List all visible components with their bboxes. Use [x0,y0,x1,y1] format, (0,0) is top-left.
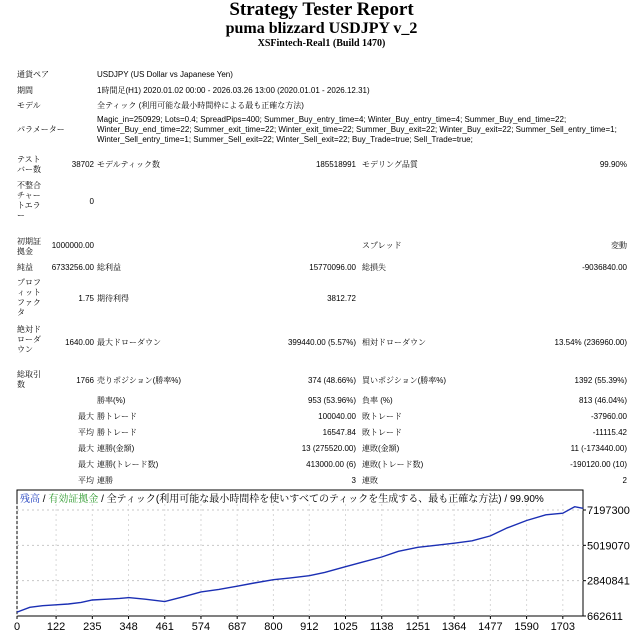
x-tick-label: 1364 [441,621,467,630]
average-label: 平均 [78,428,94,437]
x-tick-label: 1477 [478,621,503,630]
y-tick-label: 2840841 [587,575,630,588]
chart-background [17,490,583,616]
x-axis-ticks [14,616,575,630]
params-line-1: Magic_in=250929; Lots=0.4; SpreadPips=400; Summer_Buy_entry_time=4; Winter_Buy_entry_time=4; Summer_Buy_end_time=22; [97,115,567,124]
cons-wins-label: 連勝(金額) [97,444,135,453]
x-tick-label: 912 [300,621,319,630]
largest-label: 最大 [78,412,94,421]
net-value: 6733256.00 [51,263,94,272]
legend-balance: 残高 [20,494,40,505]
gross-loss-label: 総損失 [362,263,386,272]
cons-wins-amt-value: 413000.00 (6) [306,460,356,469]
y-tick-label: 7197300 [587,505,630,517]
symbol-label: 通貨ペア [17,70,49,79]
mismatch-label: 不整合チャートエラー [17,181,41,220]
params-label: パラメーター [17,125,65,134]
report-title: Strategy Tester Report [229,0,414,20]
abs-drawdown-value: 1640.00 [65,338,94,347]
params-line-2: Winter_Buy_end_time=22; Summer_exit_time=22; Winter_exit_time=22; Summer_Buy_exit=22; Winter_Buy_exit=22; Summer_Sell_entry_time=1; [97,125,617,134]
legend-sep-1: / [40,494,49,505]
short-label: 売りポジション(勝率%) [97,376,182,385]
gross-profit-label: 総利益 [97,263,121,272]
avg-cons-losses-value: 2 [622,476,627,485]
x-tick-label: 1590 [514,621,539,630]
legend-model: / 全ティック(利用可能な最小時間枠を使いすべてのティックを生成する、最も正確な方法) / 99.90% [98,494,544,505]
cons-losses-amt-value: -190120.00 (10) [570,460,627,469]
x-tick-label: 0 [13,621,21,630]
x-tick-label: 1025 [333,621,358,630]
cons-losses-amt-label: 連敗(トレード数) [362,460,424,469]
gross-profit-value: 15770096.00 [309,263,356,272]
cons-wins-value: 13 (275520.00) [301,444,356,453]
cons-losses-label: 連敗(金額) [362,444,400,453]
loss-pct-value: 813 (46.04%) [578,396,627,405]
total-trades-label: 総取引数 [17,370,41,389]
chart-legend [20,492,544,505]
model-value: 全ティック (利用可能な最小時間枠による最も正確な方法) [97,101,304,110]
x-tick-label: 687 [228,621,247,630]
y-tick-label: 5019070 [587,540,630,553]
profit-factor-label: プロフィットファクタ [17,278,41,317]
largest-loss-label: 敗トレード [362,412,402,421]
bars-value: 38702 [71,160,94,169]
x-tick-label: 800 [264,621,283,630]
avg-cons-losses-label: 連敗 [362,476,378,485]
x-tick-label: 1251 [405,621,431,630]
spread-value: 変動 [611,241,627,250]
legend-equity: 有効証拠金 [48,494,99,505]
report-subtitle: puma blizzard USDJPY v_2 [225,20,418,37]
avg-loss-label: 敗トレード [362,428,402,437]
avg-win-value: 16547.84 [322,428,356,437]
spread-label: スプレッド [362,241,402,250]
bars-label: テストバー数 [17,155,41,174]
x-tick-label: 1703 [550,621,576,630]
mismatch-value: 0 [89,197,94,206]
payoff-value: 3812.72 [327,294,356,303]
deposit-label: 初期証拠金 [17,237,41,256]
average-label-2: 平均 [78,476,94,485]
deposit-value: 1000000.00 [51,241,94,250]
quality-label: モデリング品質 [362,160,418,169]
model-label: モデル [17,101,41,110]
long-value: 1392 (55.39%) [574,376,627,385]
ticks-label: モデルティック数 [97,160,160,169]
abs-drawdown-label: 絶対ドローダウン [17,325,41,354]
x-tick-label: 574 [191,621,211,630]
balance-chart [0,488,643,630]
gross-loss-value: -9036840.00 [582,263,627,272]
x-tick-label: 122 [46,621,66,630]
payoff-label: 期待利得 [97,294,129,303]
max-drawdown-value: 399440.00 (5.57%) [287,338,356,347]
win-pct-value: 953 (53.96%) [307,396,356,405]
max-label-3: 最大 [78,460,94,469]
largest-win-label: 勝トレード [97,412,137,421]
largest-loss-value: -37960.00 [590,412,627,421]
long-label: 買いポジション(勝率%) [362,376,447,385]
x-tick-label: 235 [83,621,102,630]
quality-value: 99.90% [599,160,627,169]
loss-pct-label: 負率 (%) [362,396,393,405]
cons-wins-amt-label: 連勝(トレード数) [97,460,159,469]
win-pct-label: 勝率(%) [97,396,126,405]
ticks-value: 185518991 [315,160,356,169]
max-label-2: 最大 [78,444,94,453]
avg-cons-wins-label: 連勝 [97,476,113,485]
period-value: 1時間足(H1) 2020.01.02 00:00 - 2026.03.26 13:00 (2020.01.01 - 2026.12.31) [97,86,370,95]
params-line-3: Winter_Sell_entry_time=1; Summer_Sell_exit=22; Winter_Sell_exit=22; Buy_Trade=true; Sell_Trade=true; [97,135,473,144]
y-tick-label: 662611 [587,611,623,623]
period-label: 期間 [17,86,33,95]
cons-losses-value: 11 (-173440.00) [570,444,627,453]
x-tick-label: 461 [155,621,174,630]
max-drawdown-label: 最大ドローダウン [97,338,161,347]
short-value: 374 (48.66%) [307,376,356,385]
total-trades-value: 1766 [76,376,94,385]
x-tick-label: 1138 [369,621,394,630]
rel-drawdown-label: 相対ドローダウン [362,338,426,347]
symbol-value: USDJPY (US Dollar vs Japanese Yen) [97,70,233,79]
largest-win-value: 100040.00 [318,412,356,421]
server-info: XSFintech-Real1 (Build 1470) [257,38,386,49]
avg-loss-value: -11115.42 [592,428,627,437]
avg-cons-wins-value: 3 [351,476,356,485]
avg-win-label: 勝トレード [97,428,137,437]
rel-drawdown-value: 13.54% (236960.00) [554,338,627,347]
net-label: 純益 [17,263,33,272]
x-tick-label: 348 [119,621,138,630]
y-axis-ticks [583,505,630,623]
profit-factor-value: 1.75 [78,294,94,303]
